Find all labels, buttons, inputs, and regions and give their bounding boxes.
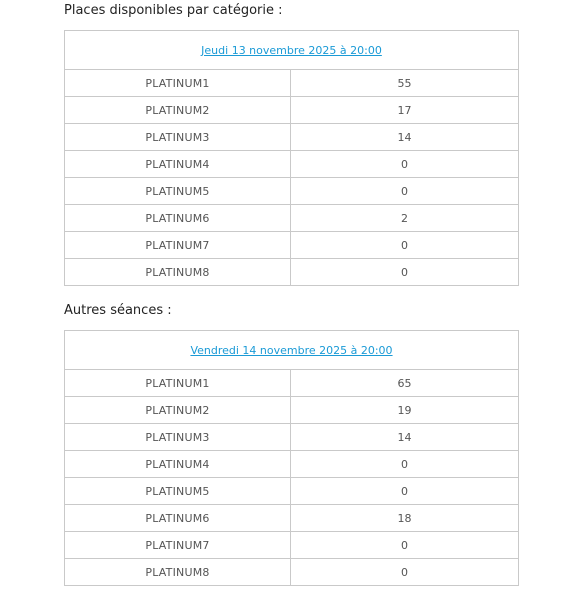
category-cell: PLATINUM5 [65,178,291,205]
date-header-cell [65,31,519,70]
section-title-available-seats: Places disponibles par catégorie : [64,3,283,18]
category-cell: PLATINUM6 [65,205,291,232]
session-date-link[interactable]: Vendredi 14 novembre 2025 à 20:00 [190,343,393,357]
other-session-availability-table [64,330,519,586]
availability-cell: 14 [291,124,519,151]
table-row [65,451,519,478]
category-cell: PLATINUM4 [65,451,291,478]
category-cell: PLATINUM3 [65,124,291,151]
availability-cell: 2 [291,205,519,232]
table-row [65,124,519,151]
category-cell: PLATINUM1 [65,370,291,397]
table-row [65,424,519,451]
table-row [65,532,519,559]
category-cell: PLATINUM7 [65,532,291,559]
date-header-cell [65,331,519,370]
availability-cell: 14 [291,424,519,451]
category-cell: PLATINUM1 [65,70,291,97]
table-row [65,97,519,124]
category-cell: PLATINUM8 [65,559,291,586]
table-row [65,370,519,397]
category-cell: PLATINUM4 [65,151,291,178]
section-title-other-sessions: Autres séances : [64,303,172,318]
category-cell: PLATINUM5 [65,478,291,505]
seat-availability-table [64,30,519,286]
availability-cell: 0 [291,559,519,586]
category-cell: PLATINUM2 [65,397,291,424]
table-row [65,397,519,424]
availability-cell: 0 [291,178,519,205]
table-row [65,259,519,286]
availability-cell: 0 [291,151,519,178]
category-cell: PLATINUM8 [65,259,291,286]
availability-cell: 65 [291,370,519,397]
table-row [65,505,519,532]
category-cell: PLATINUM2 [65,97,291,124]
availability-cell: 0 [291,259,519,286]
table-row [65,70,519,97]
availability-cell: 17 [291,97,519,124]
table-row [65,478,519,505]
category-cell: PLATINUM7 [65,232,291,259]
session-date-link[interactable]: Jeudi 13 novembre 2025 à 20:00 [201,43,382,57]
table-row [65,151,519,178]
availability-cell: 0 [291,532,519,559]
table-header-row [65,331,519,370]
availability-cell: 0 [291,478,519,505]
table-header-row [65,31,519,70]
availability-cell: 19 [291,397,519,424]
table-row [65,232,519,259]
category-cell: PLATINUM3 [65,424,291,451]
table-row [65,205,519,232]
table-row [65,559,519,586]
availability-cell: 18 [291,505,519,532]
availability-cell: 0 [291,451,519,478]
availability-cell: 0 [291,232,519,259]
category-cell: PLATINUM6 [65,505,291,532]
availability-cell: 55 [291,70,519,97]
table-row [65,178,519,205]
